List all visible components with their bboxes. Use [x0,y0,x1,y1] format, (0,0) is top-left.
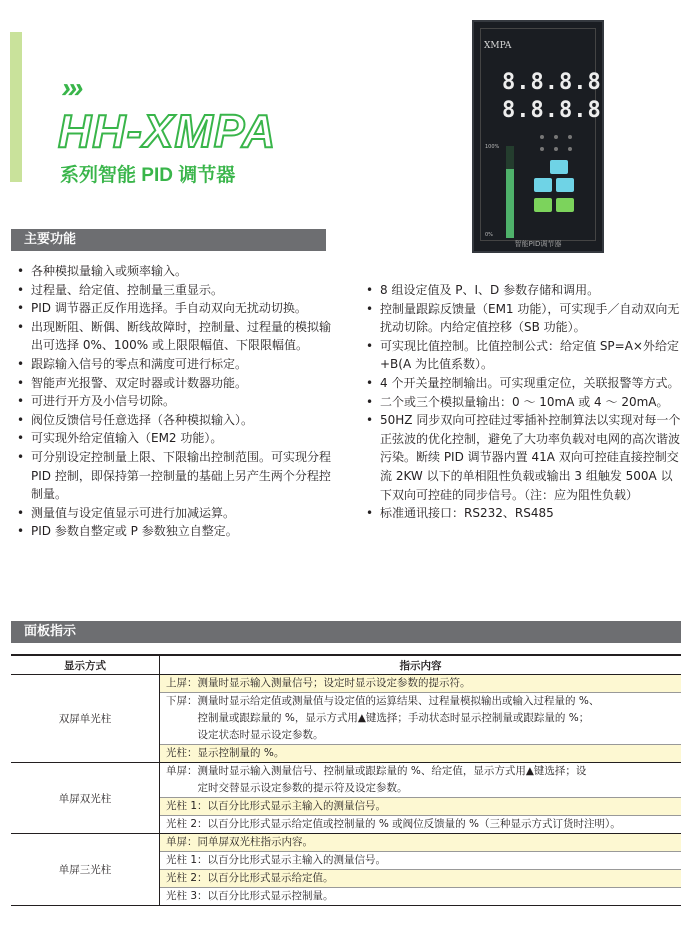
bar-scale-bottom: 0% [485,232,493,238]
display-bottom: 8.8.8.8 [502,98,602,123]
indication-content-cell: 上屏：测量时显示输入测量信号；设定时显示设定参数的提示符。 [160,675,682,693]
indication-content-cell: 光柱 2：以百分比形式显示给定值或控制量的 % 或阀位反馈量的 %（三种显示方式订货时注明）。 [160,816,682,834]
device-key [556,198,574,212]
device-key [534,198,552,212]
indication-content-cell: 单屏：同单屏双光柱指示内容。 [160,834,682,852]
table-row [11,763,681,798]
feature-list-left [15,262,333,541]
device-model-label: XMPA [484,41,512,51]
feature-item: • 4 个开关量控制输出。可实现重定位，关联报警等方式。 [364,374,682,393]
indicator-led [554,135,558,139]
indicator-led [554,147,558,151]
bar-scale-top: 100% [485,144,500,150]
feature-item: • 标准通讯接口：RS232、RS485 [364,504,682,523]
device-key [556,178,574,192]
indicator-led [540,147,544,151]
feature-item: • 阀位反馈信号任意选择（各种模拟输入）。 [15,411,333,430]
column-header-mode: 显示方式 [11,655,160,675]
section-header-panel: 面板指示 [11,621,681,643]
feature-item: • 跟踪输入信号的零点和满度可进行标定。 [15,355,333,374]
feature-item: • 智能声光报警、双定时器或计数器功能。 [15,374,333,393]
feature-item: • 50HZ 同步双向可控硅过零插补控制算法以实现对每一个正弦波的优化控制，避免了大功率负载对电网的高次谐波污染。断续 PID 调节器内置 41A 双向可控硅直接控制交流 2KW 以下的单相阻性负载或输出 3 组触发 500A 以下双向可控硅的同步信号。（注：应为阻性负载） [364,411,682,504]
feature-item: • PID 调节器正反作用选择。手自动双向无扰动切换。 [15,299,333,318]
feature-item: • 二个或三个模拟量输出：0 ～ 10mA 或 4 ～ 20mA。 [364,393,682,412]
controller-device-image [472,20,604,253]
feature-item: • 出现断阻、断偶、断线故障时，控制量、过程量的模拟输出可选择 0%、100% 或上限限幅值、下限限幅值。 [15,318,333,355]
display-mode-cell: 单屏三光柱 [11,834,160,906]
indicator-led [540,135,544,139]
indication-content-cell: 光柱：显示控制量的 %。 [160,745,682,763]
display-mode-cell: 双屏单光柱 [11,675,160,763]
section-header-features: 主要功能 [11,229,326,251]
display-top: 8.8.8.8 [502,70,602,95]
product-subtitle: 系列智能 PID 调节器 [60,165,236,186]
indication-content-cell: 下屏：测量时显示给定值或测量值与设定值的运算结果、过程量模拟输出或输入过程量的 %、 控制量或跟踪量的 %，显示方式用▲键选择；手动状态时显示控制量或跟踪量的 %； 设定状态时显示设定参数。 [160,693,682,745]
table-row [11,675,681,693]
decorative-green-bar [10,32,22,182]
panel-indication-table [11,654,681,906]
table-row [11,834,681,852]
feature-item: • 可进行开方及小信号切除。 [15,392,333,411]
header-arrows: ››› [59,72,84,103]
product-model-title: HH-XMPA [58,105,277,157]
device-footer-label: 智能PID调节器 [514,240,562,248]
column-header-content: 指示内容 [160,655,682,675]
device-key [534,178,552,192]
feature-item: • 控制量跟踪反馈量（EM1 功能），可实现手／自动双向无扰动切除。内给定值控移（SB 功能）。 [364,300,682,337]
indication-content-cell: 单屏：测量时显示输入测量信号、控制量或跟踪量的 %、给定值，显示方式用▲键选择；设 定时交替显示设定参数的提示符及设定参数。 [160,763,682,798]
indicator-led [568,135,572,139]
indicator-led [568,147,572,151]
indication-content-cell: 光柱 1：以百分比形式显示主输入的测量信号。 [160,852,682,870]
feature-item: • 测量值与设定值显示可进行加减运算。 [15,504,333,523]
bar-graph-fill [506,169,514,238]
feature-item: • 过程量、给定值、控制量三重显示。 [15,281,333,300]
feature-list-right [364,281,682,523]
feature-item: • 可分别设定控制量上限、下限输出控制范围。可实现分程 PID 控制，即保持第一控制量的基础上另产生两个分程控制量。 [15,448,333,504]
indication-content-cell: 光柱 2：以百分比形式显示给定值。 [160,870,682,888]
table-header-row [11,655,681,675]
display-mode-cell: 单屏双光柱 [11,763,160,834]
indication-content-cell: 光柱 1：以百分比形式显示主输入的测量信号。 [160,798,682,816]
feature-item: • 各种模拟量输入或频率输入。 [15,262,333,281]
device-key [550,160,568,174]
feature-item: • 8 组设定值及 P、I、D 参数存储和调用。 [364,281,682,300]
bar-graph [506,146,514,238]
feature-item: • 可实现比值控制。比值控制公式：给定值 SP=A×外给定 +B(A 为比值系数）。 [364,337,682,374]
indication-content-cell: 光柱 3：以百分比形式显示控制量。 [160,888,682,906]
feature-item: • PID 参数自整定或 P 参数独立自整定。 [15,522,333,541]
feature-item: • 可实现外给定值输入（EM2 功能）。 [15,429,333,448]
